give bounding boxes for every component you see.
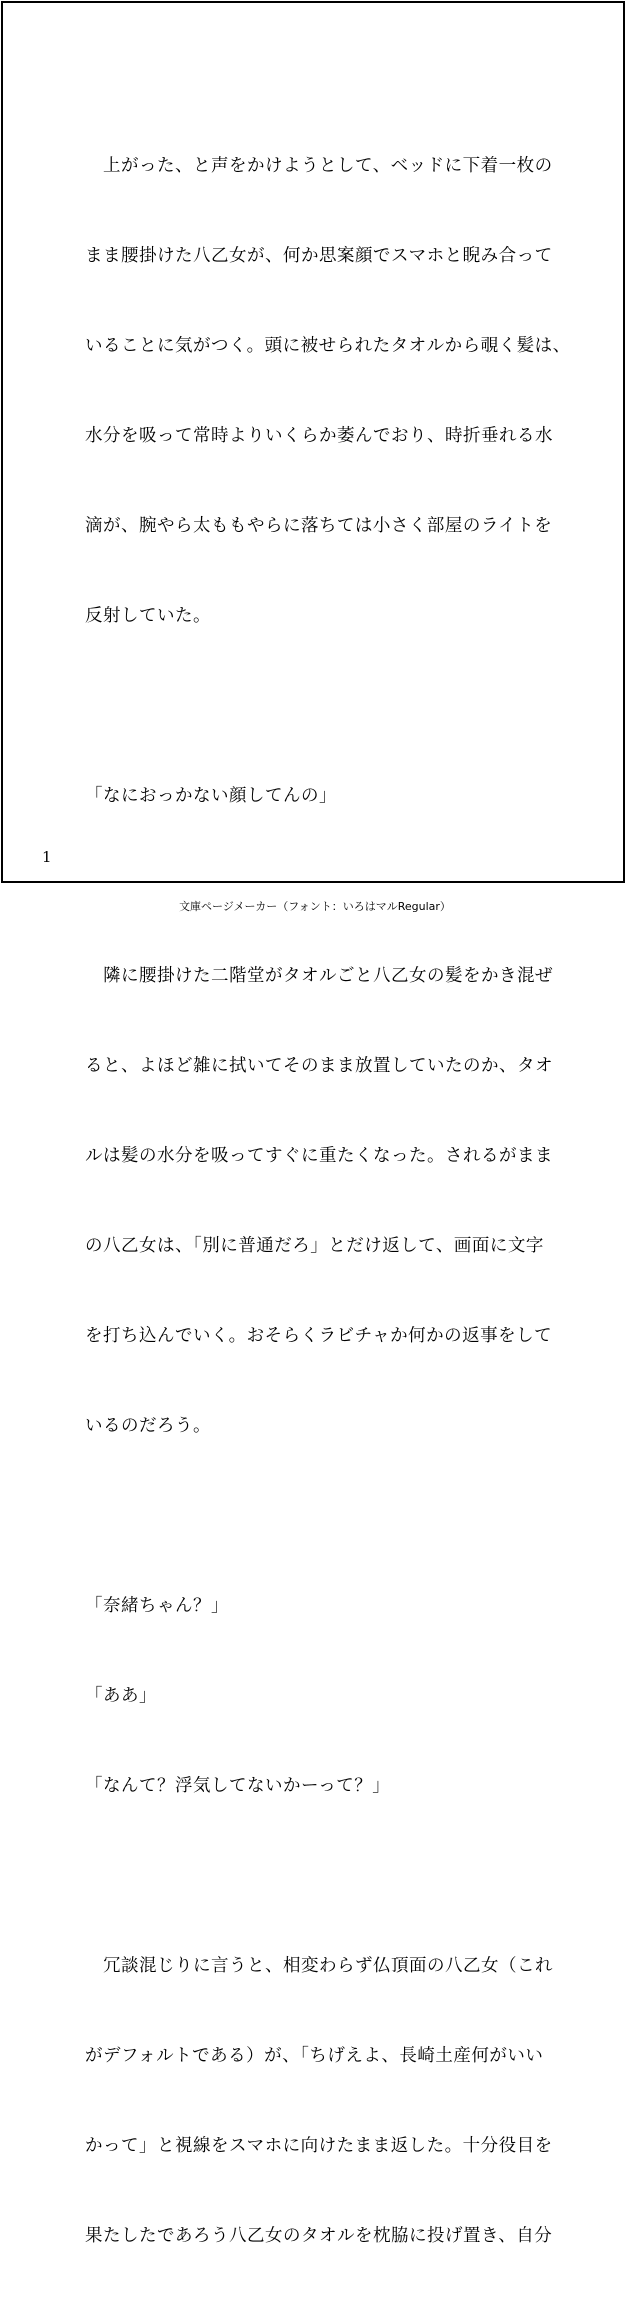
footer-credit: 文庫ページメーカー（フォント：いろはマルRegular） — [179, 900, 451, 913]
text-line: いることに気がつく。頭に被せられたタオルから覗く髪は、 — [85, 336, 571, 356]
text-line: 滴が、腕やら太ももやらに落ちては小さく部屋のライトを — [85, 516, 553, 536]
text-line: ルは髪の水分を吸ってすぐに重たくなった。されるがまま — [85, 1146, 553, 1166]
text-line: かって」と視線をスマホに向けたまま返した。十分役目を — [85, 2136, 553, 2156]
blank-line — [85, 1501, 565, 1531]
blank-line — [85, 1861, 565, 1891]
blank-line — [85, 691, 565, 721]
text-line: 果たしたであろう八乙女のタオルを枕脇に投げ置き、自分 — [85, 2226, 553, 2246]
text-line: の八乙女は、「別に普通だろ」とだけ返して、画面に文字 — [85, 1236, 544, 1256]
text-line: がデフォルトである）が、「ちげえよ、長崎土産何がいい — [85, 2046, 544, 2066]
text-line: 「なにおっかない顔してんの」 — [85, 786, 337, 806]
text-line: いるのだろう。 — [85, 1416, 211, 1436]
blank-line — [85, 871, 565, 901]
text-line: 隣に腰掛けた二階堂がタオルごと八乙女の髪をかき混ぜ — [85, 966, 553, 986]
text-line: 水分を吸って常時よりいくらか萎んでおり、時折垂れる水 — [85, 426, 553, 446]
text-line: ると、よほど雑に拭いてそのまま放置していたのか、タオ — [85, 1056, 553, 1076]
text-line: 上がった、と声をかけようとして、ベッドに下着一枚の — [85, 156, 553, 176]
text-line: 冗談混じりに言うと、相変わらず仏頂面の八乙女（これ — [85, 1956, 553, 1976]
text-line: 「奈緒ちゃん？」 — [85, 1596, 229, 1616]
text-line: 「ああ」 — [85, 1686, 157, 1706]
text-line: 反射していた。 — [85, 606, 211, 626]
page-number: 1 — [42, 848, 52, 866]
text-line: 「なんて？浮気してないかーって？」 — [85, 1776, 391, 1796]
body-text — [85, 91, 571, 2311]
text-line: を打ち込んでいく。おそらくラビチャか何かの返事をして — [85, 1326, 553, 1346]
text-line: まま腰掛けた八乙女が、何か思案顔でスマホと睨み合って — [85, 246, 553, 266]
